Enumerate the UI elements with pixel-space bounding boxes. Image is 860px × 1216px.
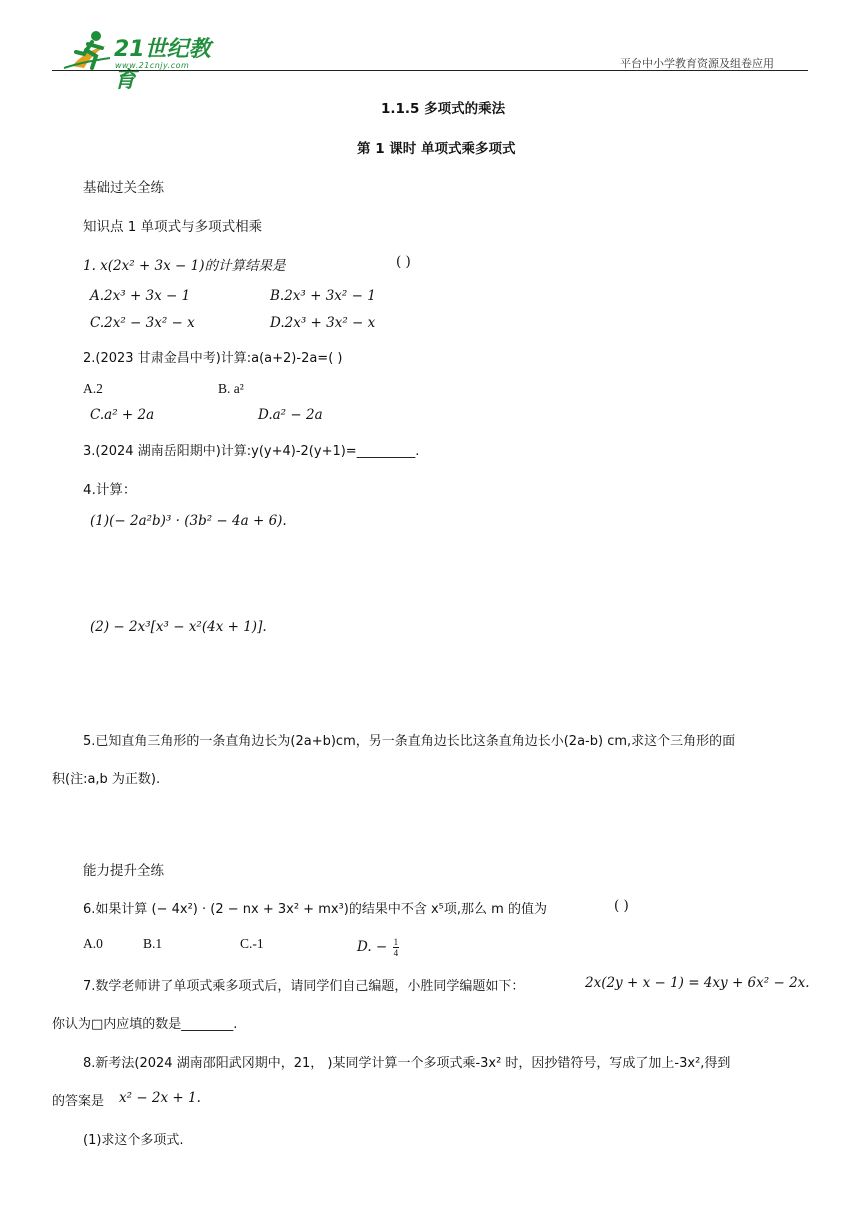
- q7-line-1: 7.数学老师讲了单项式乘多项式后，请同学们自己编题，小胜同学编题如下：: [83, 979, 525, 994]
- q8-line-2-prefix: 的答案是: [52, 1094, 105, 1109]
- header-divider: [52, 70, 808, 71]
- q2-stem: 2.(2023 甘肃金昌中考)计算:a(a+2)-2a=( ): [83, 351, 343, 366]
- doc-subtitle: 第 1 课时 单项式乘多项式: [357, 141, 516, 157]
- q4-stem: 4.计算：: [83, 482, 137, 498]
- q8-line-1: 8.新考法(2024 湖南邵阳武冈期中，21， )某同学计算一个多项式乘-3x² 时，因抄错符号，写成了加上-3x²,得到: [83, 1056, 731, 1071]
- q1-option-a: A.2x³ + 3x − 1: [90, 288, 191, 304]
- q1-option-d: D.2x³ + 3x² − x: [270, 315, 376, 331]
- runner-logo-icon: [62, 28, 114, 74]
- q6-option-c: C.-1: [240, 936, 264, 951]
- q6-option-d-prefix: D. −: [357, 938, 388, 955]
- q7-equation: 2x(2y + x − 1) = 4xy + 6x² − 2x.: [585, 975, 810, 991]
- fraction-denominator: 4: [393, 948, 399, 958]
- q1-option-b: B.2x³ + 3x² − 1: [270, 288, 376, 304]
- q6-stem: 6.如果计算 (− 4x²) · (2 − nx + 3x² + mx³)的结果中不含 x⁵项,那么 m 的值为: [83, 902, 547, 917]
- logo: [62, 28, 232, 93]
- q1-answer-blank: ( ): [396, 254, 411, 270]
- q8-part-1: (1)求这个多项式.: [83, 1133, 184, 1148]
- q6-answer-blank: ( ): [614, 898, 629, 914]
- q1-stem: 1. x(2x² + 3x − 1)的计算结果是: [83, 258, 286, 274]
- q7-line-2: 你认为□内应填的数是________.: [52, 1017, 238, 1032]
- logo-url: www.21cnjy.com: [115, 61, 190, 70]
- section-advanced: 能力提升全练: [83, 863, 164, 879]
- q2-option-a: A.2: [83, 381, 103, 396]
- q6-option-a: A.0: [83, 936, 103, 951]
- section-basic: 基础过关全练: [83, 180, 164, 196]
- doc-title: 1.1.5 多项式的乘法: [381, 101, 506, 117]
- q5-line-1: 5.已知直角三角形的一条直角边长为(2a+b)cm，另一条直角边长比这条直角边长小(2a-b) cm,求这个三角形的面: [83, 734, 736, 749]
- logo-text: 21世纪教育: [114, 37, 211, 93]
- q1-option-c: C.2x² − 3x² − x: [90, 315, 195, 331]
- q5-line-2: 积(注:a,b 为正数).: [52, 772, 161, 787]
- q2-option-b: B. a²: [218, 381, 244, 396]
- knowledge-point-1: 知识点 1 单项式与多项式相乘: [83, 219, 263, 235]
- q3-stem: 3.(2024 湖南岳阳期中)计算:y(y+4)-2(y+1)=_________.: [83, 444, 420, 459]
- q6-option-d: [357, 931, 399, 958]
- q4-part-2: (2) − 2x³[x³ − x²(4x + 1)].: [90, 619, 267, 635]
- q2-option-c: C.a² + 2a: [90, 407, 155, 423]
- q8-line-2-equation: x² − 2x + 1.: [119, 1090, 201, 1106]
- q6-option-b: B.1: [143, 936, 163, 951]
- fraction-numerator: 1: [393, 937, 399, 947]
- q6-option-d-fraction: [393, 937, 400, 958]
- header-tagline: 平台中小学教育资源及组卷应用: [620, 57, 774, 70]
- q4-part-1: (1)(− 2a²b)³ · (3b² − 4a + 6).: [90, 513, 287, 529]
- q2-option-d: D.a² − 2a: [258, 407, 323, 423]
